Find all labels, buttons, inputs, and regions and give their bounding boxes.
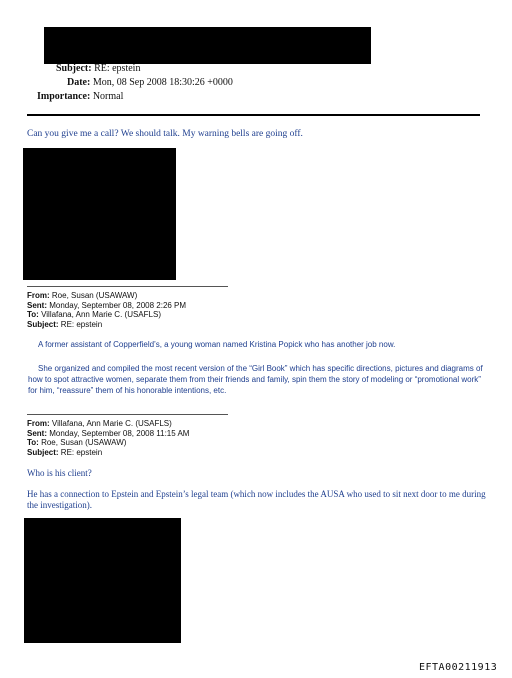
message2-paragraph-1: Who is his client? [27,468,92,478]
redaction-block-signature-1 [23,148,176,280]
message2-sent-label: Sent: [27,428,47,438]
header-date-label: Date: [67,77,91,88]
message1-paragraph-1: A former assistant of Copperfield’s, a young woman named Kristina Popick who has another job now. [38,340,396,349]
message1-subject [27,320,102,330]
message1-to-value: Villafana, Ann Marie C. (USAFLS) [41,310,161,319]
message2-divider [27,414,228,415]
message1-paragraph-2: She organized and compiled the most recent version of the “Girl Book” which has specific directions, pictures and diagrams of how to spot attractive women, separate them from their friends and family, spin them the story of modeling or “promotional work” for him, “reassure” them of his honorable intentions, etc. [28,364,483,395]
header-subject [56,62,140,75]
message2-from-label: From: [27,419,50,428]
header-subject-value: RE: epstein [94,63,141,74]
message2-to [27,438,126,448]
message1-divider [27,286,228,287]
message1-sent [27,301,186,311]
reply-text: Can you give me a call? We should talk. My warning bells are going off. [27,129,303,139]
header-importance-label: Importance: [37,91,91,102]
message2-to-value: Roe, Susan (USAWAW) [41,438,127,447]
message1-sent-label: Sent: [27,300,47,310]
message1-to-label: To: [27,310,39,319]
header-date [67,76,233,89]
message2-sent [27,429,189,439]
message1-subject-value: RE: epstein [60,319,103,329]
message2-from [27,419,172,429]
message2-subject-value: RE: epstein [60,447,103,457]
redaction-block-header [44,27,371,64]
message2-from-value: Villafana, Ann Marie C. (USAFLS) [51,419,172,428]
message2-sent-value: Monday, September 08, 2008 11:15 AM [49,428,190,438]
message2-subject [27,448,102,458]
header-importance [37,90,123,103]
message1-from-value: Roe, Susan (USAWAW) [51,291,138,300]
message1-subject-label: Subject: [27,319,59,329]
message1-sent-value: Monday, September 08, 2008 2:26 PM [49,300,187,310]
header-divider [27,114,480,116]
message2-paragraph-2: He has a connection to Epstein and Epstein’s legal team (which now includes the AUSA who used to sit next door to me during the investigation). [27,489,486,510]
header-subject-label: Subject: [56,63,92,74]
message2-subject-label: Subject: [27,447,59,457]
redaction-block-signature-2 [24,518,181,643]
message1-from-label: From: [27,291,50,300]
message1-to [27,310,161,320]
message1-from [27,291,137,301]
bates-number: EFTA00211913 [419,662,498,673]
message2-to-label: To: [27,438,39,447]
header-date-value: Mon, 08 Sep 2008 18:30:26 +0000 [92,77,233,88]
header-importance-value: Normal [92,91,124,102]
